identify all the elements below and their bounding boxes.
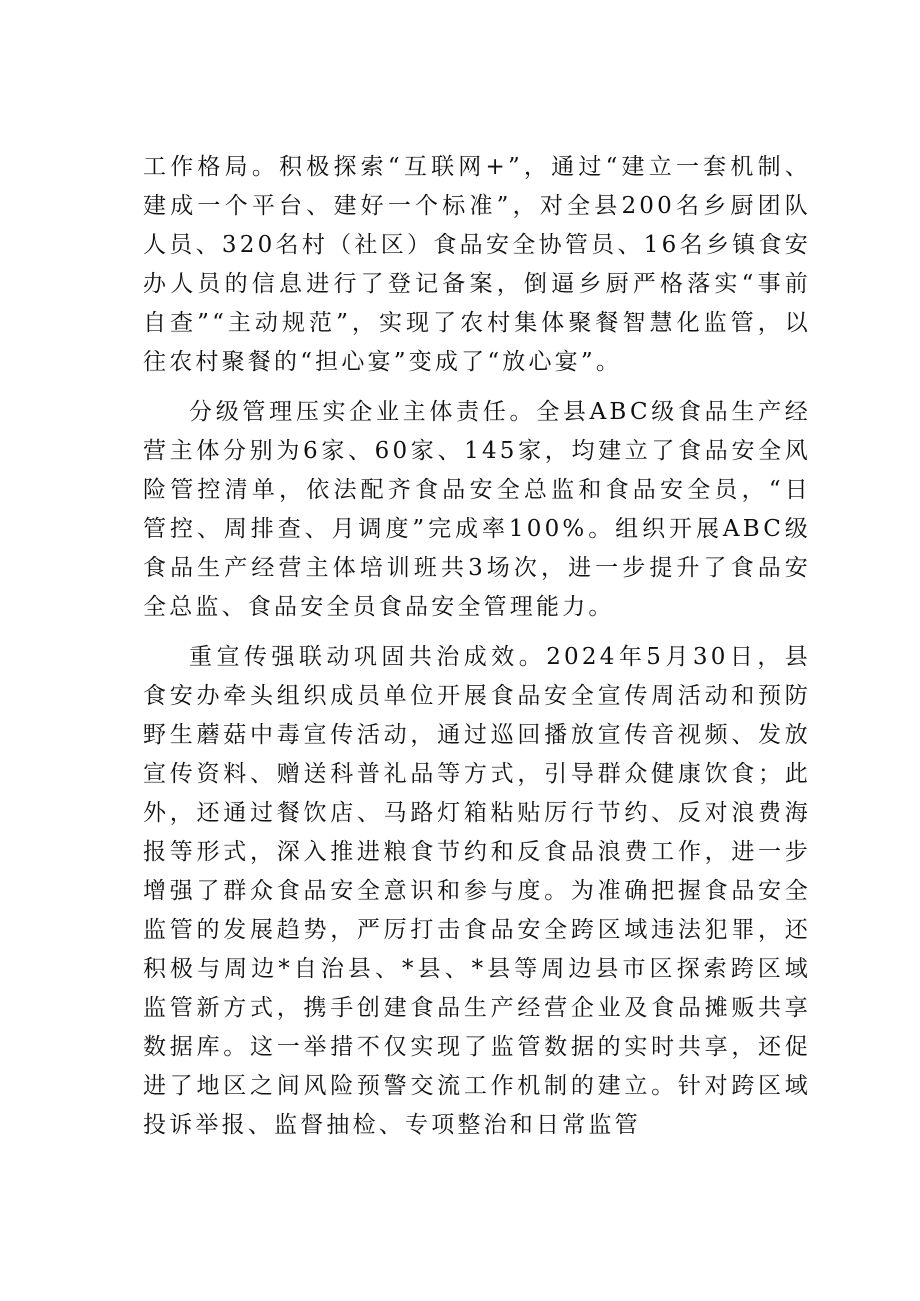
paragraph-publicity-linkage: 重宣传强联动巩固共治成效。2024年5月30日，县食安办牵头组织成员单位开展食品安全宣传周活动和预防野生蘑菇中毒宣传活动，通过巡回播放宣传音视频、发放宣传资料、赠送科普礼品等方式，引导群众健康饮食；此外，还通过餐饮店、马路灯箱粘贴厉行节约、反对浪费海报等形式，深入推进粮食节约和反食品浪费工作，进一步增强了群众食品安全意识和参与度。为准确把握食品安全监管的发展趋势，严厉打击食品安全跨区域违法犯罪，还积极与周边*自治县、*县、*县等周边县市区探索跨区域监管新方式，携手创建食品生产经营企业及食品摊贩共享数据库。这一举措不仅实现了监管数据的实时共享，还促进了地区之间风险预警交流工作机制的建立。针对跨区域投诉举报、监督抽检、专项整治和日常监管 — [143, 644, 811, 1138]
document-body — [143, 148, 811, 1156]
paragraph-graded-management: 分级管理压实企业主体责任。全县ABC级食品生产经营主体分别为6家、60家、145家，均建立了食品安全风险管控清单，依法配齐食品安全总监和食品安全员，“日管控、周排查、月调度”完成率100%。组织开展ABC级食品生产经营主体培训班共3场次，进一步提升了食品安全总监、食品安全员食品安全管理能力。 — [143, 399, 811, 620]
paragraph-continuation: 工作格局。积极探索“互联网+”，通过“建立一套机制、建成一个平台、建好一个标准”，对全县200名乡厨团队人员、320名村（社区）食品安全协管员、16名乡镇食安办人员的信息进行了登记备案，倒逼乡厨严格落实“事前自查”“主动规范”，实现了农村集体聚餐智慧化监管，以往农村聚餐的“担心宴”变成了“放心宴”。 — [143, 154, 811, 375]
